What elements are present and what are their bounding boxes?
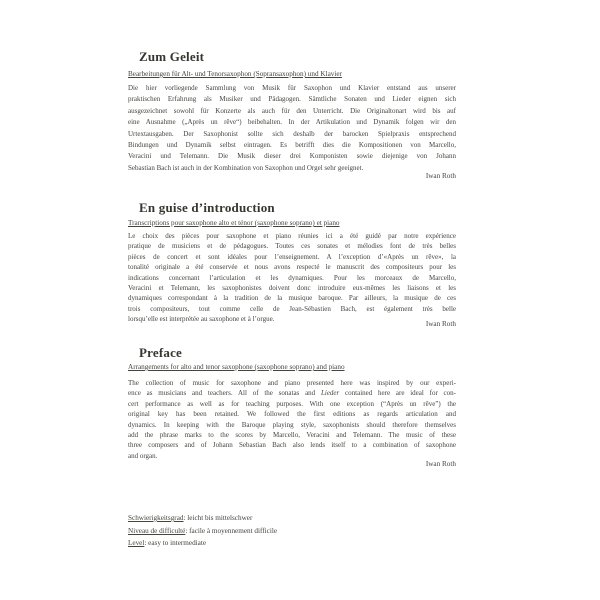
paragraph-line: and organ. — [128, 451, 158, 460]
difficulty-block — [128, 512, 456, 550]
paragraph-line: Veracini et Telemann, les saxophonistes doivent donc introduire eux-mêmes les liaisons et les — [128, 284, 456, 293]
section-subtitle-english: Arrangements for alto and tenor saxophone (saxophone soprano) and piano — [128, 363, 345, 371]
paragraph-line: lorsqu’elle est interprétée au saxophone et à l’orgue. — [128, 315, 275, 324]
paragraph-line: pièces de concert et sont idéales pour l’enseignement. A l’exception d’«Après un rêve», la — [128, 252, 456, 261]
signature-french: Iwan Roth — [425, 320, 456, 328]
difficulty-label-english: Level — [128, 539, 145, 548]
paragraph-line: Sebastian Bach ist auch in der Kombination von Saxophon und Orgel sehr geeignet. — [128, 163, 364, 172]
difficulty-value-english: : easy to intermediate — [144, 539, 207, 548]
difficulty-row-french — [128, 525, 456, 538]
section-paragraph-french — [128, 231, 456, 325]
paragraph-line: dynamics. In keeping with the Baroque playing style, saxophonists should therefore themselves — [128, 420, 456, 429]
paragraph-line: ence as musicians and teachers. All of the sonatas and Lieder contained here are ideal for con- — [128, 389, 456, 398]
section-heading-german: Zum Geleit — [139, 49, 205, 64]
paragraph-line: ausgezeichnet sowohl für Konzerte als auch für den Unterricht. Die Originaltonart wird bis auf — [128, 106, 456, 115]
section-heading-english: Preface — [139, 345, 183, 360]
paragraph-line: Urtextausgaben. Der Saxophonist sollte sich deshalb der barocken Spielpraxis entsprechend — [128, 129, 456, 138]
signature-english: Iwan Roth — [425, 460, 456, 468]
paragraph-line: add the phrase marks to the scores by Marcello, Veracini and Telemann. The music of these — [128, 431, 456, 440]
difficulty-label-french: Niveau de difficulté — [128, 526, 186, 535]
signature-german: Iwan Roth — [425, 172, 456, 180]
difficulty-row-german — [128, 512, 456, 525]
paragraph-line: The collection of music for saxophone and piano presented here was inspired by our experi- — [128, 379, 456, 387]
paragraph-line: tonalité originale a été conservée et nous avons respecté le manuscrit des compositeurs pour les — [128, 263, 456, 272]
difficulty-value-french: : facile à moyennement difficile — [185, 526, 278, 535]
section-paragraph-german — [128, 83, 456, 174]
paragraph-line: original key has been retained. We followed the first editions as regards articulation and — [128, 410, 456, 419]
paragraph-line: dynamiques correspondant à la tradition de la musique baroque. Par ailleurs, la musique de ces — [128, 294, 456, 303]
paragraph-line: Bindungen und Dynamik selbst eintragen. Es betrifft dies die Kompositionen von Marcello, — [128, 141, 456, 150]
paragraph-line: Veracini und Telemann. Die Musik dieser drei Komponisten sowie diejenige von Johann — [128, 152, 456, 161]
paragraph-line: pratique de musiciens et de pédagogues. Toutes ces sonates et mélodies font de très belles — [128, 242, 456, 251]
paragraph-line: Die hier vorliegende Sammlung von Musik für Saxophon und Klavier entstand aus unserer — [128, 84, 456, 92]
section-subtitle-french: Transcriptions pour saxophone alto et ténor (saxophone soprano) et piano — [128, 219, 340, 227]
section-paragraph-english — [128, 378, 456, 461]
section-subtitle-german: Bearbeitungen für Alt- und Tenorsaxophon (Sopransaxophon) und Klavier — [128, 70, 342, 78]
difficulty-value-german: : leicht bis mittelschwer — [183, 514, 253, 522]
paragraph-line: trois compositeurs, tout comme celle de Jean-Sébastien Bach, est également très belle — [128, 304, 456, 313]
paragraph-line: eine Ausnahme („Après un rêve“) beibehalten. In der Artikulation und Dynamik folgen wir den — [128, 118, 456, 127]
paragraph-line: indications concernant l’articulation et les dynamiques. Pour les morceaux de Marcello, — [128, 273, 456, 282]
difficulty-row-english — [128, 537, 456, 550]
paragraph-line: Le choix des pièces pour saxophone et piano réunies ici a été guidé par notre expérience — [128, 232, 456, 240]
paragraph-line: praktischen Erfahrung als Musiker und Pädagogen. Sämtliche Sonaten und Lieder eignen sich — [128, 95, 456, 104]
difficulty-label-german: Schwierigkeitsgrad — [128, 514, 184, 522]
section-heading-french: En guise d’introduction — [139, 200, 275, 215]
paragraph-line: three composers and of Johann Sebastian Bach also lends itself to a combination of saxophone — [128, 441, 456, 450]
paragraph-line: cert performance as well as for teaching purposes. With one exception (“Après un rêve”) the — [128, 399, 456, 408]
